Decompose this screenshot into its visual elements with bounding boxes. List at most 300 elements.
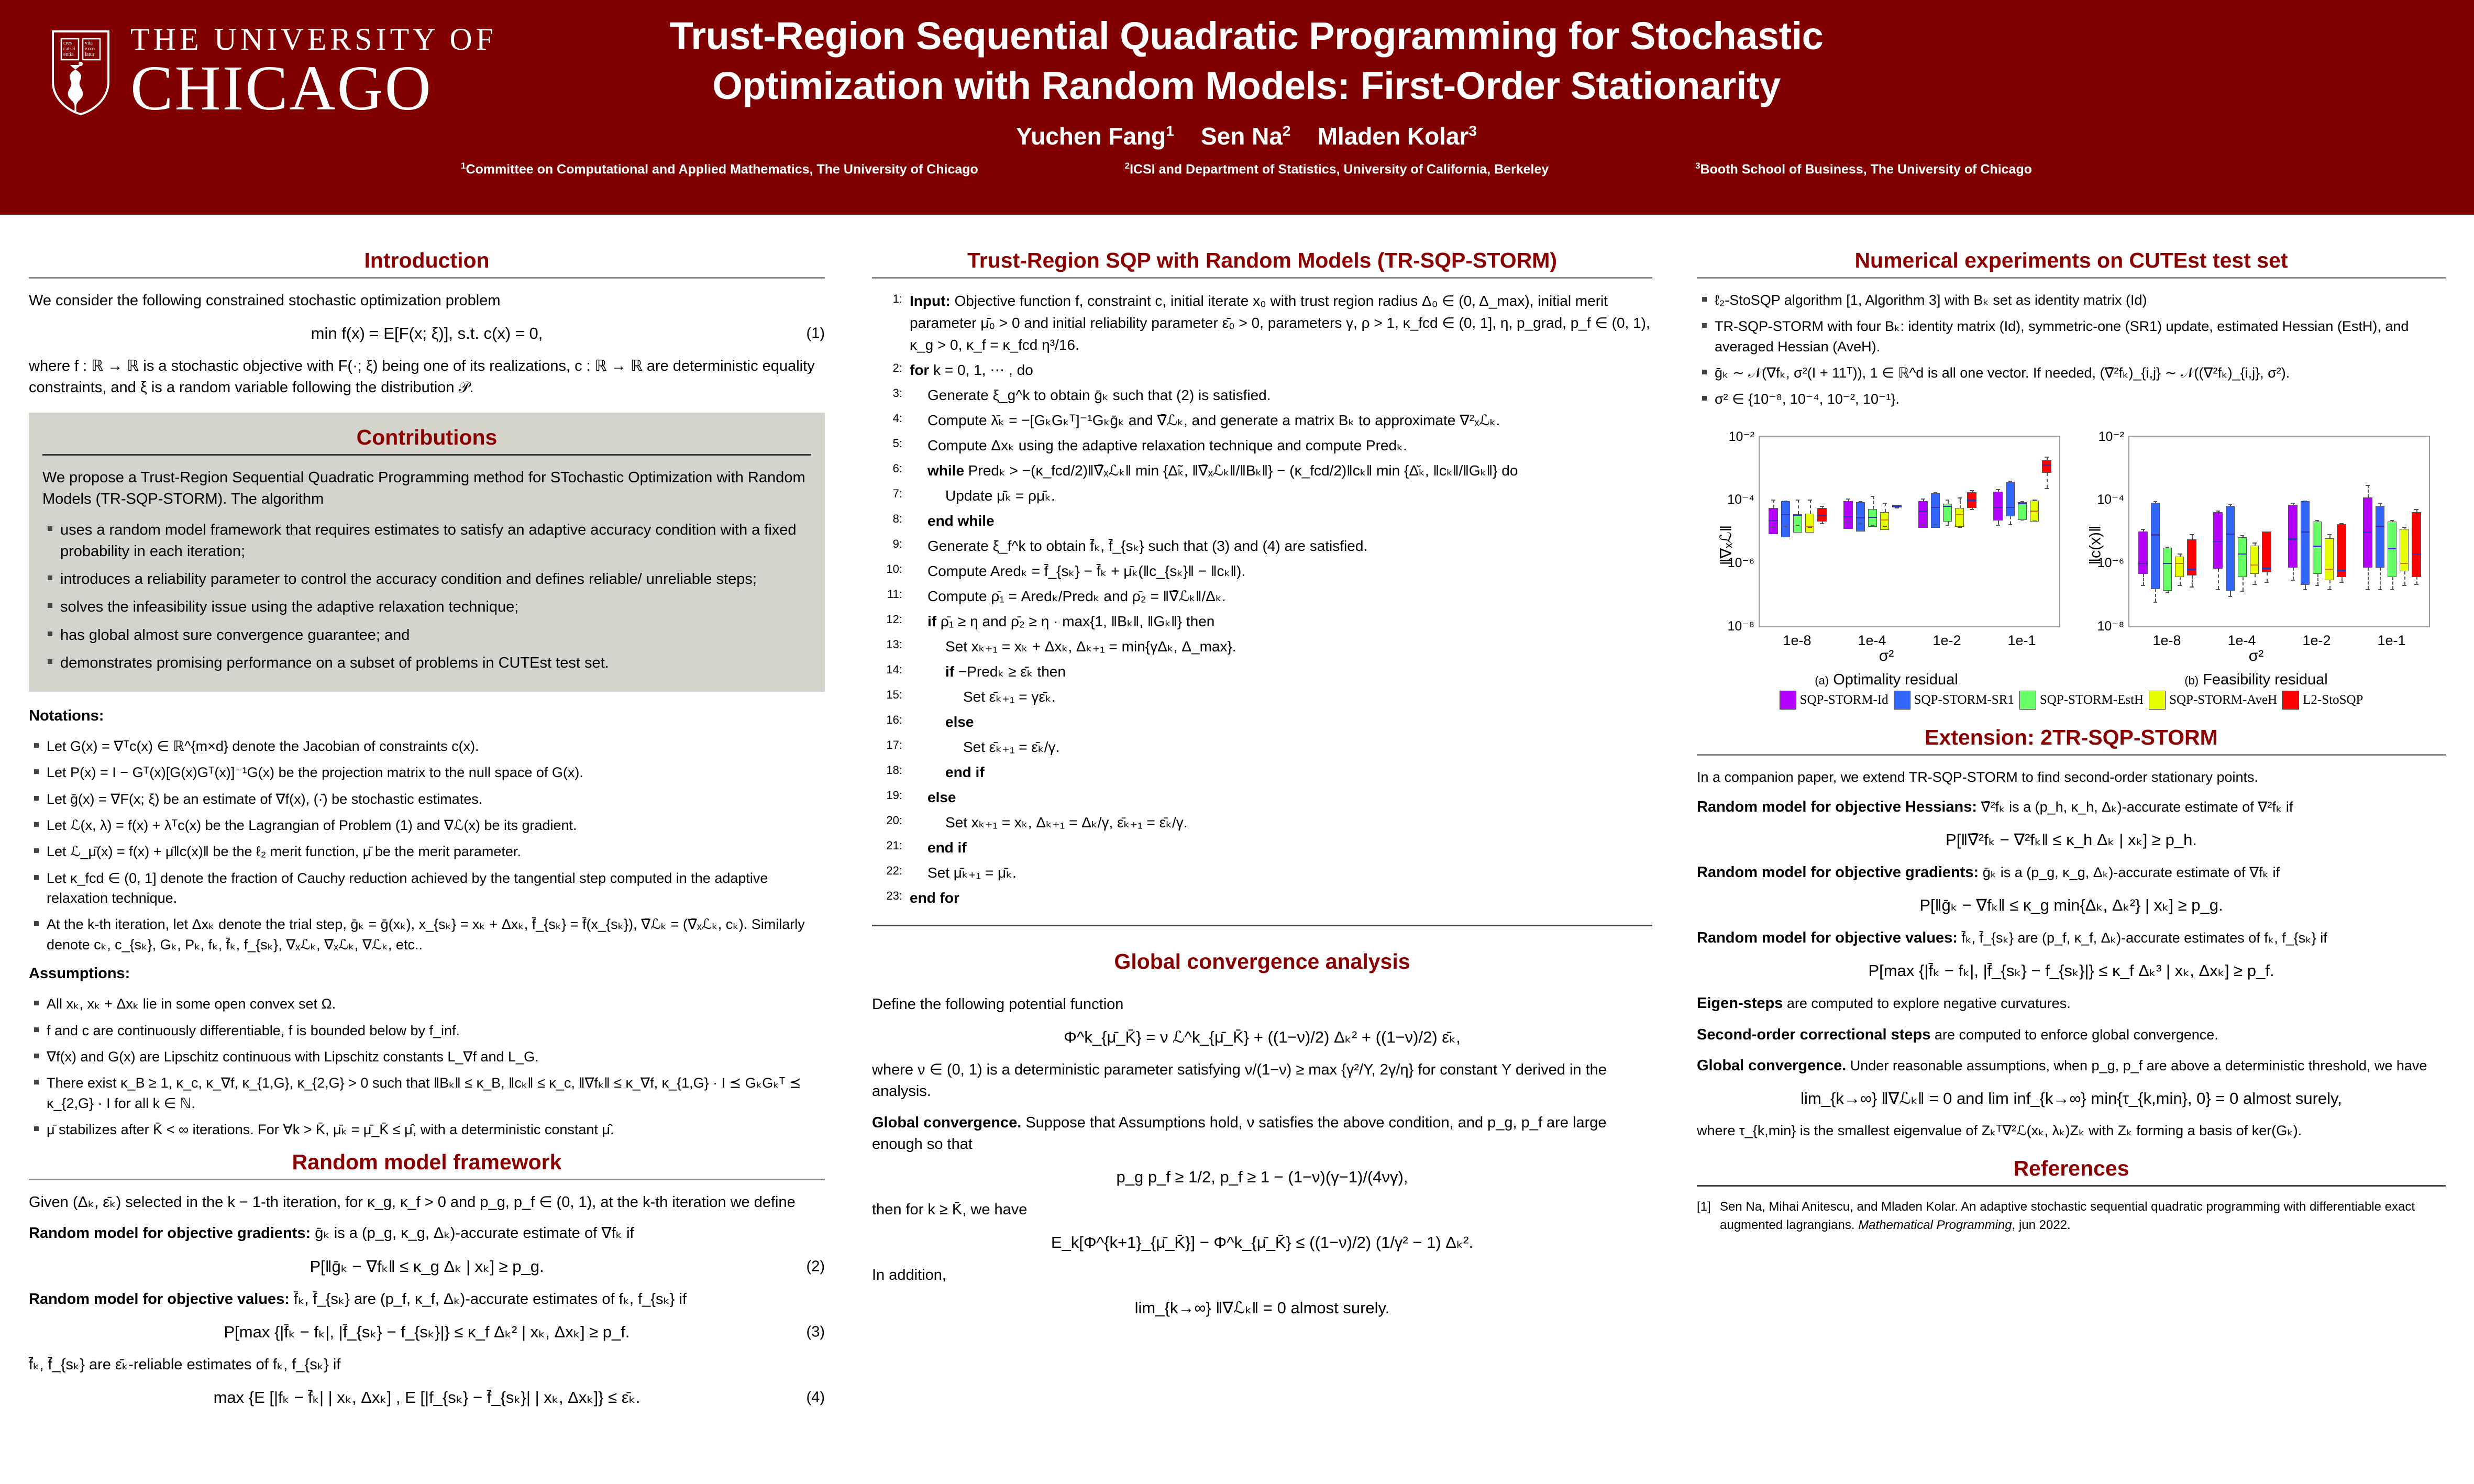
boxplot-box (1931, 493, 1940, 528)
list-item: has global almost sure convergence guarantee; and (60, 625, 811, 646)
algorithm-line-number: 3: (892, 386, 902, 400)
algorithm-text: Set xₖ₊₁ = xₖ, Δₖ₊₁ = Δₖ/γ, ε̄ₖ₊₁ = ε̄ₖ/γ. (945, 814, 1188, 830)
legend-color-swatch (2019, 691, 2036, 710)
list-item: uses a random model framework that requires estimates to satisfy an adaptive accuracy condition with a fixed probability in each iteration; (60, 519, 811, 562)
boxplot-upper-cap (1820, 506, 1824, 507)
section-title-global-convergence: Global convergence analysis (1114, 949, 1410, 973)
equation-2-body: P[‖ḡₖ − ∇fₖ‖ ≤ κ_g Δₖ | xₖ] ≥ p_g. (310, 1257, 544, 1276)
boxplot-median (2376, 526, 2384, 527)
boxplot-lower-cap (2045, 488, 2049, 489)
boxplot-box (1955, 508, 1964, 527)
list-item: Let ℒ_μ̄(x) = f(x) + μ̄‖c(x)‖ be the ℓ₂ merit function, μ̄ be the merit parameter. (47, 841, 825, 861)
legend-label: L2-StoSQP (2303, 692, 2363, 707)
boxplot-lower-cap (2378, 589, 2382, 590)
algorithm-line (872, 460, 1652, 482)
boxplot-upper-cap (1808, 500, 1812, 501)
extension-hessians-label: Random model for objective Hessians: (1697, 798, 1978, 815)
equation-potential-function: Φ^k_{μ̄_K̄} = ν ℒ^k_{μ̄_K̄} + ((1−ν)/2) Δₖ² + ((1−ν)/2) ε̄ₖ, (1064, 1028, 1461, 1047)
author-2: Sen Na (1200, 123, 1283, 150)
boxplot-box (2301, 501, 2310, 585)
boxplot-median (2363, 531, 2372, 533)
boxplot-box (2313, 522, 2322, 573)
boxplot-median (2151, 534, 2160, 536)
algorithm-keyword: Input: (910, 293, 951, 309)
reference-number: [1] (1697, 1200, 1711, 1214)
boxplot-upper-cap (2166, 547, 2170, 548)
boxplot-lower-cap (1846, 522, 1850, 523)
boxplot-lower-whisker (2230, 591, 2231, 596)
list-item: Let κ_fcd ∈ (0, 1] denote the fraction of Cauchy reduction achieved by the tangential step computed in the adaptive relaxation technique. (47, 868, 825, 909)
extension-eigensteps-text: are computed to explore negative curvatures. (1786, 995, 2071, 1012)
algorithm-line-body (910, 812, 1652, 834)
boxplot-lower-whisker (2380, 568, 2381, 589)
boxplot-lower-cap (2008, 524, 2013, 525)
boxplot-lower-cap (2402, 585, 2406, 586)
boxplot-box (1805, 514, 1814, 533)
algorithm-line-number: 9: (892, 537, 902, 550)
boxplot-median (2213, 541, 2222, 542)
algorithm-line-body (910, 585, 1652, 607)
algorithm-keyword: end while (927, 513, 995, 529)
extension-gradients-label: Random model for objective gradients: (1697, 864, 1979, 881)
boxplot-upper-cap (1784, 501, 1788, 502)
algorithm-line-number: 17: (886, 738, 902, 751)
algorithm-line-body (910, 435, 1652, 457)
algorithm-text: Compute λ̄ₖ = −[GₖGₖᵀ]⁻¹Gₖḡₖ and ∇̄ℒₖ, and generate a matrix Bₖ to approximate ∇²ₓℒₖ. (927, 412, 1500, 428)
affiliation-1: $^1$Committee on Computational and Applied Mathematics, The University of Chicago (461, 161, 978, 177)
extension-eigensteps (1697, 993, 2446, 1014)
algorithm-line-body (910, 535, 1652, 557)
y-axis-label: ‖∇ₓℒ‖ (1717, 525, 1735, 565)
extension-soc-text: are computed to enforce global convergence. (1934, 1026, 2218, 1043)
university-logo (50, 24, 497, 122)
algorithm-keyword: else (927, 789, 956, 805)
divider (872, 925, 1652, 926)
equation-3-tag: (3) (806, 1323, 825, 1341)
boxplot-median (2226, 534, 2235, 535)
algorithm-keyword: end if (945, 764, 985, 780)
boxplot-lower-cap (2366, 589, 2370, 590)
boxplot-lower-whisker (2047, 473, 2048, 488)
y-axis-label: ‖c(x)‖ (2086, 525, 2104, 565)
y-axis-tick: 10⁻⁴ (1727, 492, 1754, 507)
boxplot-upper-whisker (1885, 503, 1886, 512)
boxplot-lower-cap (2291, 580, 2295, 581)
section-title-contributions: Contributions (356, 425, 498, 449)
divider (42, 454, 811, 456)
university-line-1: THE UNIVERSITY OF (130, 22, 498, 57)
chart-caption-b-text: Feasibility residual (2203, 671, 2328, 688)
algorithm-line-number: 5: (892, 437, 902, 450)
algorithm-text: −Predₖ ≥ ε̄ₖ then (954, 663, 1066, 680)
boxplot-lower-cap (2240, 591, 2245, 592)
boxplot-upper-cap (1883, 503, 1887, 504)
algorithm-text: Set ε̄ₖ₊₁ = ε̄ₖ/γ. (963, 739, 1060, 755)
svg-text:catsci: catsci (63, 46, 75, 52)
algorithm-line (872, 290, 1652, 356)
algorithm-line (872, 862, 1652, 884)
affiliation-2: $^2$ICSI and Department of Statistics, University of California, Berkeley (1124, 161, 1549, 177)
boxplot-lower-cap (2216, 589, 2220, 590)
boxplot-upper-cap (2141, 529, 2145, 530)
boxplot-lower-cap (2339, 582, 2344, 583)
algorithm-text: Set xₖ₊₁ = xₖ + Δxₖ, Δₖ₊₁ = min{γΔₖ, Δ_max}. (945, 638, 1236, 655)
section-title-random-model: Random model framework (292, 1150, 562, 1175)
algorithm-line-number: 20: (886, 814, 902, 827)
boxplot-lower-whisker (2404, 571, 2405, 585)
boxplot-upper-whisker (1773, 500, 1774, 508)
equation-1 (29, 324, 825, 343)
equation-second-order-limit: lim_{k→∞} ‖∇ℒₖ‖ = 0 and lim inf_{k→∞} min{τ_{k,min}, 0} = 0 almost surely, (1801, 1089, 2342, 1108)
notations-heading: Notations: (29, 707, 104, 724)
extension-gc-text: Under reasonable assumptions, when p_g, p_f are above a deterministic threshold, we have (1850, 1057, 2427, 1073)
boxplot-lower-cap (2265, 582, 2269, 583)
svg-text:entia: entia (63, 52, 74, 58)
boxplot-upper-cap (2033, 500, 2037, 501)
algorithm-line-number: 7: (892, 487, 902, 500)
algorithm-text: Set μ̄ₖ₊₁ = μ̄ₖ. (927, 865, 1017, 881)
contributions-list (42, 519, 811, 674)
extension-global-convergence (1697, 1055, 2446, 1077)
algorithm-text: Compute Δxₖ using the adaptive relaxation technique and compute Predₖ. (927, 437, 1407, 453)
experiments-list (1697, 290, 2446, 409)
list-item: TR-SQP-STORM with four Bₖ: identity matrix (Id), symmetric-one (SR1) update, estimated Hessian (EstH), and averaged Hessian (AveH). (1715, 316, 2446, 357)
list-item: All xₖ, xₖ + Δxₖ lie in some open convex set Ω. (47, 994, 825, 1014)
boxplot-lower-whisker (2243, 577, 2244, 591)
legend-label: SQP-STORM-SR1 (1914, 692, 2014, 707)
boxplot-lower-whisker (2192, 575, 2193, 586)
author-list (461, 122, 2032, 150)
equation-expected-decrease: E_k[Φ^{k+1}_{μ̄_K̄}] − Φ^k_{μ̄_K̄} ≤ ((1−ν)/2) (1/γ² − 1) Δₖ². (1051, 1233, 1474, 1252)
boxplot-upper-cap (1895, 505, 1899, 506)
boxplot-lower-cap (1808, 527, 1812, 528)
contributions-lead: We propose a Trust-Region Sequential Quadratic Programming method for STochastic Optimization with Random Models (TR-SQP-STORM). The algorithm (42, 469, 805, 507)
boxplot-box (2042, 460, 2051, 473)
boxplot-upper-whisker (1798, 500, 1799, 514)
author-1: Yuchen Fang (1015, 123, 1166, 150)
affiliation-3: $^3$Booth School of Business, The University of Chicago (1695, 161, 2032, 177)
boxplot-box (2163, 548, 2172, 591)
boxplot-upper-cap (2216, 511, 2220, 512)
algorithm-line (872, 761, 1652, 783)
boxplot-lower-whisker (2342, 577, 2343, 582)
algorithm-line (872, 485, 1652, 507)
boxplot-median (2138, 563, 2147, 564)
boxplot-lower-cap (2315, 585, 2320, 586)
boxplot-lower-cap (2228, 596, 2233, 597)
algorithm-text: Objective function f, constraint c, initial iterate x₀ with trust region radius Δ₀ ∈ (0, Δ_max), initial merit parameter μ̄₀ > 0 and initial reliability parameter ε̄₀ > 0, parameters γ, ρ > 1, κ_fcd ∈ (0, 1], η, p_grad, p_f ∈ (0, 1), κ_g > 0, κ_f = κ_fcd η³/16. (910, 293, 1650, 353)
extension-gradients-text: ḡₖ is a (p_g, κ_g, Δₖ)-accurate estimate of ∇fₖ if (1982, 865, 2280, 881)
boxplot-median (1931, 507, 1940, 508)
random-model-gradients (29, 1223, 825, 1244)
column-right (1697, 246, 2446, 1235)
intro-where: where f : ℝ → ℝ is a stochastic objective with F(·; ξ) being one of its realizations, c : ℝ → ℝ are deterministic equality constraints, and ξ is a random variable following the distribution 𝒫. (29, 358, 815, 396)
boxplot-box (1918, 501, 1927, 528)
algorithm-keyword: for (910, 362, 930, 378)
boxplot-box (2325, 538, 2334, 580)
x-axis-tick: 1e-2 (1932, 632, 1961, 648)
boxplot-box (2151, 503, 2160, 589)
boxplot-median (2301, 531, 2310, 533)
boxplot-upper-whisker (1873, 496, 1874, 509)
algorithm-line (872, 812, 1652, 834)
intro-lead: We consider the following constrained stochastic optimization problem (29, 292, 501, 309)
author-2-sup: 2 (1282, 123, 1291, 140)
algorithm-line-body (910, 636, 1652, 658)
algorithm-line-number: 10: (886, 562, 902, 575)
boxplot-lower-whisker (2143, 574, 2144, 585)
boxplot-lower-cap (1958, 527, 1962, 528)
boxplot-lower-cap (2252, 584, 2257, 585)
extension-gc-after: where τ_{k,min} is the smallest eigenvalue of Zₖᵀ∇²ℒ(xₖ, λₖ)Zₖ with Zₖ forming a basis of ker(Gₖ). (1697, 1123, 2302, 1138)
boxplot-lower-whisker (2392, 577, 2393, 589)
algorithm-keyword: else (945, 714, 974, 730)
divider (1697, 754, 2446, 756)
global-conv-inaddition: In addition, (872, 1267, 946, 1284)
algorithm-line-body (910, 359, 1652, 381)
boxplot-median (1868, 517, 1877, 518)
algorithm-line-number: 16: (886, 713, 902, 726)
y-axis-tick: 10⁻⁶ (2097, 555, 2124, 570)
boxplot-median (1769, 520, 1777, 522)
list-item: ḡₖ ∼ 𝒩(∇fₖ, σ²(I + 11ᵀ)), 1 ∈ ℝ^d is all one vector. If needed, (∇̄²fₖ)_{i,j} ∼ 𝒩((∇²fₖ)_{i,j}, σ²). (1715, 363, 2446, 383)
assumptions-heading: Assumptions: (29, 965, 130, 982)
algorithm-line (872, 535, 1652, 557)
algorithm-line (872, 435, 1652, 457)
algorithm-line (872, 409, 1652, 431)
y-axis-tick: 10⁻⁸ (1727, 618, 1754, 634)
legend-color-swatch (2149, 691, 2166, 710)
algorithm-line (872, 686, 1652, 708)
algorithm-line (872, 384, 1652, 406)
boxplot-lower-cap (1784, 526, 1788, 527)
title-block (461, 12, 2032, 178)
equation-4-tag: (4) (806, 1389, 825, 1406)
algorithm-text: Generate ξ_f^k to obtain f̄ₖ, f̄_{sₖ} such that (3) and (4) are satisfied. (927, 538, 1368, 554)
global-conv-lead: Define the following potential function (872, 996, 1124, 1013)
algorithm-text: Compute ρ̄₁ = Aredₖ/Predₖ and ρ̄₂ = ‖∇̄ℒₖ‖/Δₖ. (927, 588, 1226, 604)
algorithm-line-number: 1: (892, 292, 902, 305)
svg-text:exco: exco (85, 46, 95, 52)
boxplot-median (1880, 519, 1889, 521)
boxplot-median (1817, 515, 1826, 516)
random-model-gradients-label: Random model for objective gradients: (29, 1225, 311, 1242)
boxplot-lower-cap (2303, 589, 2307, 590)
boxplot-lower-cap (2178, 585, 2182, 586)
boxplot-upper-cap (1771, 500, 1775, 501)
boxplot-box (2400, 529, 2409, 571)
boxplot-box (2138, 531, 2147, 574)
equation-value-accuracy: P[max {|f̄ₖ − fₖ|, |f̄_{sₖ} − f_{sₖ}|} ≤ κ_f Δₖ³ | xₖ, Δxₖ] ≥ p_f. (1868, 961, 2274, 980)
boxplot-lower-whisker (2329, 580, 2331, 589)
boxplot-upper-whisker (2368, 485, 2369, 497)
boxplot-lower-cap (1820, 523, 1824, 524)
algorithm-line-body (910, 611, 1652, 633)
boxplot-box (1843, 501, 1852, 529)
algorithm-keyword: while (927, 462, 965, 479)
algorithm-line-body (910, 787, 1652, 809)
extension-soc-label: Second-order correctional steps (1697, 1026, 1931, 1043)
list-item: μ̄ stabilizes after K̄ < ∞ iterations. For ∀k > K̄, μ̄ₖ = μ̄_K̄ ≤ μ̂, with a deterministic constant μ̂. (47, 1120, 825, 1139)
legend-item (1780, 691, 1888, 710)
poster-title-line-1: Trust-Region Sequential Quadratic Programming for Stochastic (669, 14, 1824, 58)
list-item: There exist κ_B ≥ 1, κ_c, κ_∇f, κ_{1,G}, κ_{2,G} > 0 such that ‖Bₖ‖ ≤ κ_B, ‖cₖ‖ ≤ κ_c, ‖∇fₖ‖ ≤ κ_∇f, κ_{1,G} · I ⪯ GₖGₖᵀ ⪯ κ_{2,G} · I for all k ∈ ℕ. (47, 1073, 825, 1113)
y-axis-tick: 10⁻⁶ (1727, 555, 1754, 570)
boxplot-lower-cap (2141, 585, 2145, 586)
boxplot-upper-cap (1796, 500, 1800, 501)
svg-text:cres: cres (63, 40, 72, 47)
global-convergence-statement (872, 1112, 1652, 1155)
random-model-values-label: Random model for objective values: (29, 1290, 290, 1308)
boxplot-upper-cap (2378, 503, 2382, 504)
random-model-lead: Given (Δₖ, ε̄ₖ) selected in the k − 1-th iteration, for κ_g, κ_f > 0 and p_g, p_f ∈ (0, 1), at the k-th iteration we define (29, 1194, 796, 1211)
extension-hessians (1697, 796, 2446, 818)
equation-4-body: max {E [|fₖ − f̄ₖ| | xₖ, Δxₖ] , E [|f_{sₖ} − f̄_{sₖ}| | xₖ, Δxₖ]} ≤ ε̄ₖ. (213, 1388, 640, 1407)
list-item: At the k-th iteration, let Δxₖ denote the trial step, ḡₖ = ḡ(xₖ), x_{sₖ} = xₖ + Δxₖ, f̄_{sₖ} = f̄(x_{sₖ}), ∇̄ℒₖ = (∇̄ₓℒₖ, cₖ). Similarly denote cₖ, c_{sₖ}, Gₖ, Pₖ, fₖ, f̄ₖ, f_{sₖ}, ∇ₓℒₖ, ∇̄ₓℒₖ, ∇ℒₖ, etc.. (47, 914, 825, 955)
legend-item (1894, 691, 2014, 710)
boxplot-box (2412, 512, 2421, 577)
boxplot-upper-cap (2228, 504, 2233, 505)
boxplot-median (2175, 563, 2184, 564)
algorithm-line-body (910, 560, 1652, 582)
list-item: Let P(x) = I − Gᵀ(x)[G(x)Gᵀ(x)]⁻¹G(x) be the projection matrix to the null space of G(x). (47, 762, 825, 782)
boxplot-lower-whisker (2267, 572, 2268, 582)
equation-2 (29, 1257, 825, 1276)
boxplot-box (1793, 514, 1802, 533)
boxplot-median (2163, 563, 2172, 564)
global-convergence-label: Global convergence. (872, 1114, 1022, 1131)
boxplot-upper-cap (2402, 527, 2406, 528)
boxplot-lower-cap (2020, 519, 2025, 520)
list-item: solves the infeasibility issue using the adaptive relaxation technique; (60, 596, 811, 618)
chart-caption-b-prefix: (b) (2184, 673, 2199, 687)
algorithm-line-body (910, 384, 1652, 406)
random-model-values-text: f̄ₖ, f̄_{sₖ} are (p_f, κ_f, Δₖ)-accurate estimates of fₖ, f_{sₖ} if (294, 1290, 687, 1308)
algorithm-line-body (910, 736, 1652, 758)
equation-probability-condition: p_g p_f ≥ 1/2, p_f ≥ 1 − (1−ν)(γ−1)/(4νγ), (1116, 1167, 1408, 1186)
boxplot-lower-whisker (2317, 574, 2318, 585)
boxplot-upper-cap (2327, 534, 2332, 535)
boxplot-upper-cap (2045, 457, 2049, 458)
boxplot-median (2412, 553, 2421, 555)
boxplot-upper-cap (2366, 485, 2370, 486)
x-axis-tick: 1e-8 (1783, 632, 1812, 648)
extension-eigensteps-label: Eigen-steps (1697, 995, 1783, 1012)
divider (1697, 277, 2446, 279)
algorithm-line-number: 14: (886, 663, 902, 676)
algorithm-line-number: 6: (892, 462, 902, 475)
extension-gc-label: Global convergence. (1697, 1057, 1847, 1074)
boxplot-upper-cap (1859, 501, 1863, 502)
algorithm-line-number: 22: (886, 864, 902, 877)
algorithm-text: Set ε̄ₖ₊₁ = γε̄ₖ. (963, 689, 1056, 705)
chart-feasibility-residual (2078, 422, 2434, 689)
list-item: ∇f(x) and G(x) are Lipschitz continuous with Lipschitz constants L_∇f and L_G. (47, 1047, 825, 1067)
algorithm-text: Update μ̄ₖ = ρμ̄ₖ. (945, 488, 1055, 504)
algorithm-line-body (910, 686, 1652, 708)
boxplot-lower-whisker (2293, 568, 2294, 579)
chart-caption-a-text: Optimality residual (1833, 671, 1958, 688)
boxplot-median (2187, 569, 2196, 570)
global-convergence-text: Suppose that Assumptions hold, ν satisfies the above condition, and p_g, p_f are large enough so that (872, 1114, 1607, 1153)
algorithm-line (872, 661, 1652, 683)
boxplot-lower-cap (1946, 525, 1950, 526)
boxplot-box (2337, 524, 2346, 578)
x-axis-tick: 1e-2 (2302, 632, 2331, 648)
author-3: Mladen Kolar (1317, 123, 1469, 150)
boxplot-box (2376, 506, 2384, 568)
algorithm-line-body (910, 485, 1652, 507)
boxplot-upper-cap (2303, 501, 2307, 502)
list-item: Let ℒ(x, λ) = f(x) + λᵀc(x) be the Lagrangian of Problem (1) and ∇ℒ(x) be its gradient. (47, 815, 825, 835)
boxplot-lower-whisker (2010, 516, 2011, 524)
chart-caption-a-prefix: (a) (1815, 673, 1829, 687)
legend-label: SQP-STORM-EstH (2039, 692, 2144, 707)
algorithm-line (872, 787, 1652, 809)
extension-values-text: f̄ₖ, f̄_{sₖ} are (p_f, κ_f, Δₖ)-accurate estimates of fₖ, f_{sₖ} if (1961, 930, 2327, 946)
y-axis-tick: 10⁻⁸ (2097, 618, 2124, 634)
algorithm-line-body (910, 711, 1652, 733)
boxplot-box (2262, 531, 2271, 572)
extension-soc (1697, 1024, 2446, 1046)
algorithm-line-number: 19: (886, 789, 902, 802)
boxplot-upper-cap (1996, 489, 2000, 490)
x-axis-tick: 1e-4 (1858, 632, 1886, 648)
boxplot-box (2250, 546, 2259, 574)
boxplot-box (2226, 506, 2235, 591)
algorithm-line (872, 510, 1652, 532)
x-axis-label: σ² (1879, 647, 1894, 665)
algorithm-line-body (910, 862, 1652, 884)
boxplot-upper-cap (1934, 492, 1938, 493)
section-title-algorithm: Trust-Region SQP with Random Models (TR-SQP-STORM) (967, 248, 1557, 272)
reference-text: Sen Na, Mihai Anitescu, and Mladen Kolar. An adaptive stochastic sequential quadratic programming with differentiable exact augmented lagrangians. (1720, 1200, 2415, 1233)
boxplot-median (2337, 570, 2346, 571)
algorithm-line (872, 560, 1652, 582)
boxplot-canvas (2078, 422, 2434, 668)
boxplot-median (2006, 507, 2015, 508)
extension-lead: In a companion paper, we extend TR-SQP-STORM to find second-order stationary points. (1697, 769, 2259, 785)
boxplot-lower-cap (1934, 524, 1938, 525)
contributions-panel (29, 413, 825, 692)
algorithm-line (872, 636, 1652, 658)
boxplot-lower-cap (2190, 586, 2194, 588)
legend-label: SQP-STORM-AveH (2169, 692, 2278, 707)
algorithm-text: Predₖ > −(κ_fcd/2)‖∇̄ₓℒₖ‖ min {Δ̃ₖ, ‖∇̄ₓℒₖ‖/‖Bₖ‖} − (κ_fcd/2)‖cₖ‖ min {Δ̆ₖ, ‖cₖ‖/‖Gₖ‖} do (964, 462, 1518, 479)
equation-1-body: min f(x) = E[F(x; ξ)], s.t. c(x) = 0, (311, 324, 543, 343)
algorithm-line-body (910, 761, 1652, 783)
author-1-sup: 1 (1166, 123, 1174, 140)
boxplot-lower-cap (2414, 584, 2418, 585)
algorithm-line-number: 11: (887, 588, 902, 601)
boxplot-lower-cap (1921, 525, 1925, 526)
university-line-2: CHICAGO (130, 53, 433, 124)
global-conv-then: then for k ≥ K̄, we have (872, 1201, 1028, 1218)
legend-color-swatch (2282, 691, 2299, 710)
boxplot-lower-whisker (2255, 574, 2256, 584)
equation-1-tag: (1) (806, 325, 825, 342)
boxplot-median (1967, 500, 1976, 501)
boxplot-lower-cap (2166, 592, 2170, 593)
equation-hessian-accuracy: P[‖∇̄²fₖ − ∇²fₖ‖ ≤ κ_h Δₖ | xₖ] ≥ p_h. (1946, 830, 2197, 849)
boxplot-upper-whisker (1810, 500, 1811, 514)
legend-item (2019, 691, 2144, 710)
divider (29, 1179, 825, 1180)
algorithm-line-body (910, 510, 1652, 532)
divider (872, 277, 1652, 279)
random-model-gradients-text: ḡₖ is a (p_g, κ_g, Δₖ)-accurate estimate of ∇fₖ if (315, 1225, 634, 1242)
x-axis-tick: 1e-8 (2152, 632, 2181, 648)
